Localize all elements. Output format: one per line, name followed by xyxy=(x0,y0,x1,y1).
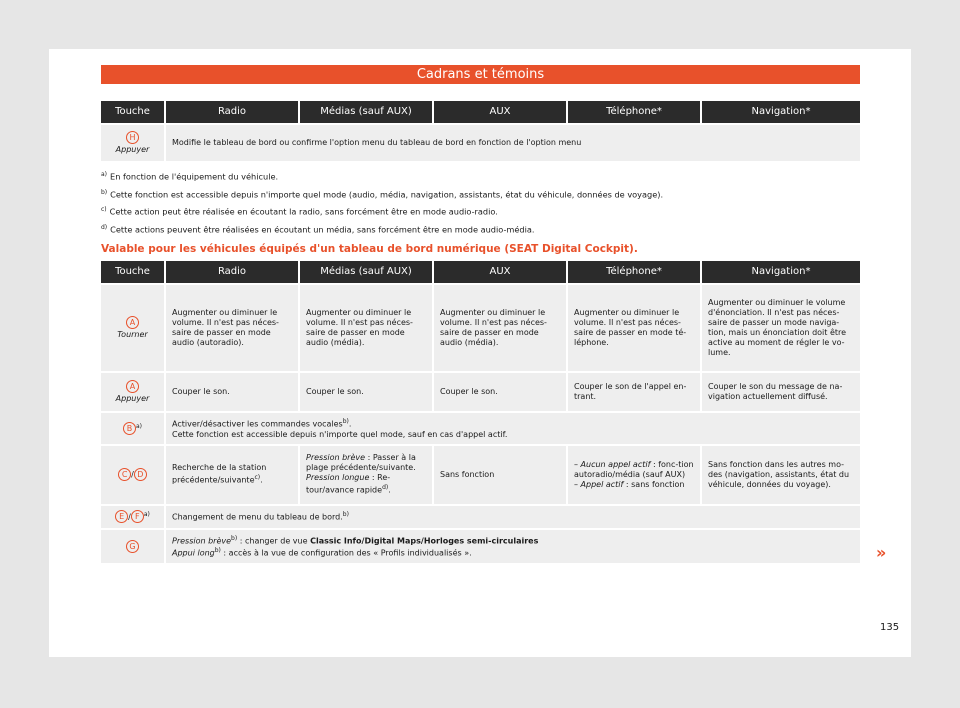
key-b-badge: B xyxy=(123,422,136,435)
table-controls-1 xyxy=(101,101,860,161)
key-action-label: Appuyer xyxy=(115,145,150,154)
table-row xyxy=(101,505,860,529)
footnote: $^{d)}$ Cette actions peuvent être réalisées en écoutant un média, sans forcément être en mode audio-média. xyxy=(101,224,535,235)
cell-media: Augmenter ou diminuer le volume. Il n'est pas néces-saire de passer en mode audio (média). xyxy=(299,284,433,372)
cell-radio: Augmenter ou diminuer le volume. Il n'est pas néces-saire de passer en mode audio (autoradio). xyxy=(165,284,299,372)
table-row xyxy=(101,284,860,372)
key-cell xyxy=(101,412,165,445)
cell-phone: Couper le son de l'appel en-trant. xyxy=(567,372,701,412)
key-action-label: Appuyer xyxy=(115,394,150,403)
cell-phone: Augmenter ou diminuer le volume. Il n'est pas néces-saire de passer en mode té-léphone. xyxy=(567,284,701,372)
table-controls-2 xyxy=(101,261,860,563)
col-header: Médias (sauf AUX) xyxy=(299,261,433,284)
cell-nav: Couper le son du message de na-vigation actuellement diffusé. xyxy=(701,372,860,412)
key-f-badge: F xyxy=(131,510,144,523)
cell-radio: Couper le son. xyxy=(165,372,299,412)
footnote: $^{a)}$ En fonction de l'équipement du véhicule. xyxy=(101,171,279,182)
continue-arrow: » xyxy=(876,543,887,562)
key-action-label: Tourner xyxy=(117,330,148,339)
key-a-badge: A xyxy=(126,380,139,393)
key-e-badge: E xyxy=(115,510,128,523)
col-header: AUX xyxy=(433,101,567,124)
key-d-badge: D xyxy=(134,468,147,481)
table-row xyxy=(101,529,860,563)
table-row xyxy=(101,372,860,412)
page xyxy=(49,49,911,657)
row-description: Pression brève$^{b)}$ : changer de vue Classic Info/Digital Maps/Horloges semi-circulaires Appui long$^{b)}$ : accès à la vue de configuration des « Profils individualisés ». xyxy=(165,529,860,563)
key-cell: E / F $^{a)}$ xyxy=(101,505,165,529)
col-header: Navigation* xyxy=(701,101,860,124)
col-header: Téléphone* xyxy=(567,261,701,284)
col-header: AUX xyxy=(433,261,567,284)
footnote: $^{c)}$ Cette action peut être réalisée en écoutant la radio, sans forcément être en mode audio-radio. xyxy=(101,206,498,218)
key-cell xyxy=(101,284,165,372)
row-description: Changement de menu du tableau de bord.$^{b)}$ xyxy=(165,505,860,529)
cell-aux: Augmenter ou diminuer le volume. Il n'est pas néces-saire de passer en mode audio (média). xyxy=(433,284,567,372)
key-c-badge: C xyxy=(118,468,131,481)
key-cell xyxy=(101,529,165,563)
section-banner: Cadrans et témoins xyxy=(101,65,860,84)
footnote-ref: a) xyxy=(135,422,143,430)
table-row xyxy=(101,445,860,505)
col-header: Navigation* xyxy=(701,261,860,284)
row-description: Activer/désactiver les commandes vocales$^{b)}$. Cette fonction est accessible depuis n'importe quel mode, sauf en cas d'appel actif. xyxy=(165,412,860,445)
table-header-row xyxy=(101,101,860,124)
key-h-badge: H xyxy=(126,131,139,144)
key-a-badge: A xyxy=(126,316,139,329)
key-cell: C / D xyxy=(101,445,165,505)
footnotes xyxy=(101,167,861,238)
cell-nav: Augmenter ou diminuer le volume d'énonciation. Il n'est pas néces-saire de passer un mode naviga-tion, mais un énonciation doit être active au moment de régler le vo-lume. xyxy=(701,284,860,372)
table-header-row xyxy=(101,261,860,284)
key-cell xyxy=(101,124,165,161)
cell-phone: – Aucun appel actif : fonc-tion autoradio/média (sauf AUX) – Appel actif : sans fonction xyxy=(567,445,701,505)
cell-aux: Sans fonction xyxy=(433,445,567,505)
col-header: Téléphone* xyxy=(567,101,701,124)
cell-media: Couper le son. xyxy=(299,372,433,412)
validity-heading: Valable pour les véhicules équipés d'un tableau de bord numérique (SEAT Digital Cockpit). xyxy=(101,243,638,255)
row-description: Modifie le tableau de bord ou confirme l'option menu du tableau de bord en fonction de l'option menu xyxy=(165,124,860,161)
col-header: Radio xyxy=(165,101,299,124)
footnote: $^{b)}$ Cette fonction est accessible depuis n'importe quel mode (audio, média, navigation, assistants, état du véhicule, données de voyage). xyxy=(101,188,664,200)
key-cell xyxy=(101,372,165,412)
page-number: 135 xyxy=(880,622,900,633)
table-row xyxy=(101,124,860,161)
col-header: Touche xyxy=(101,261,165,284)
col-header: Radio xyxy=(165,261,299,284)
cell-aux: Couper le son. xyxy=(433,372,567,412)
table-row xyxy=(101,412,860,445)
cell-radio: Recherche de la station précédente/suivante$^{c)}$. xyxy=(165,445,299,505)
cell-nav: Sans fonction dans les autres mo-des (navigation, assistants, état du véhicule, données du voyage). xyxy=(701,445,860,505)
col-header: Médias (sauf AUX) xyxy=(299,101,433,124)
cell-media: Pression brève : Passer à la plage précédente/suivante. Pression longue : Re-tour/avance rapide$^{d)}$. xyxy=(299,445,433,505)
col-header: Touche xyxy=(101,101,165,124)
key-g-badge: G xyxy=(126,540,139,553)
